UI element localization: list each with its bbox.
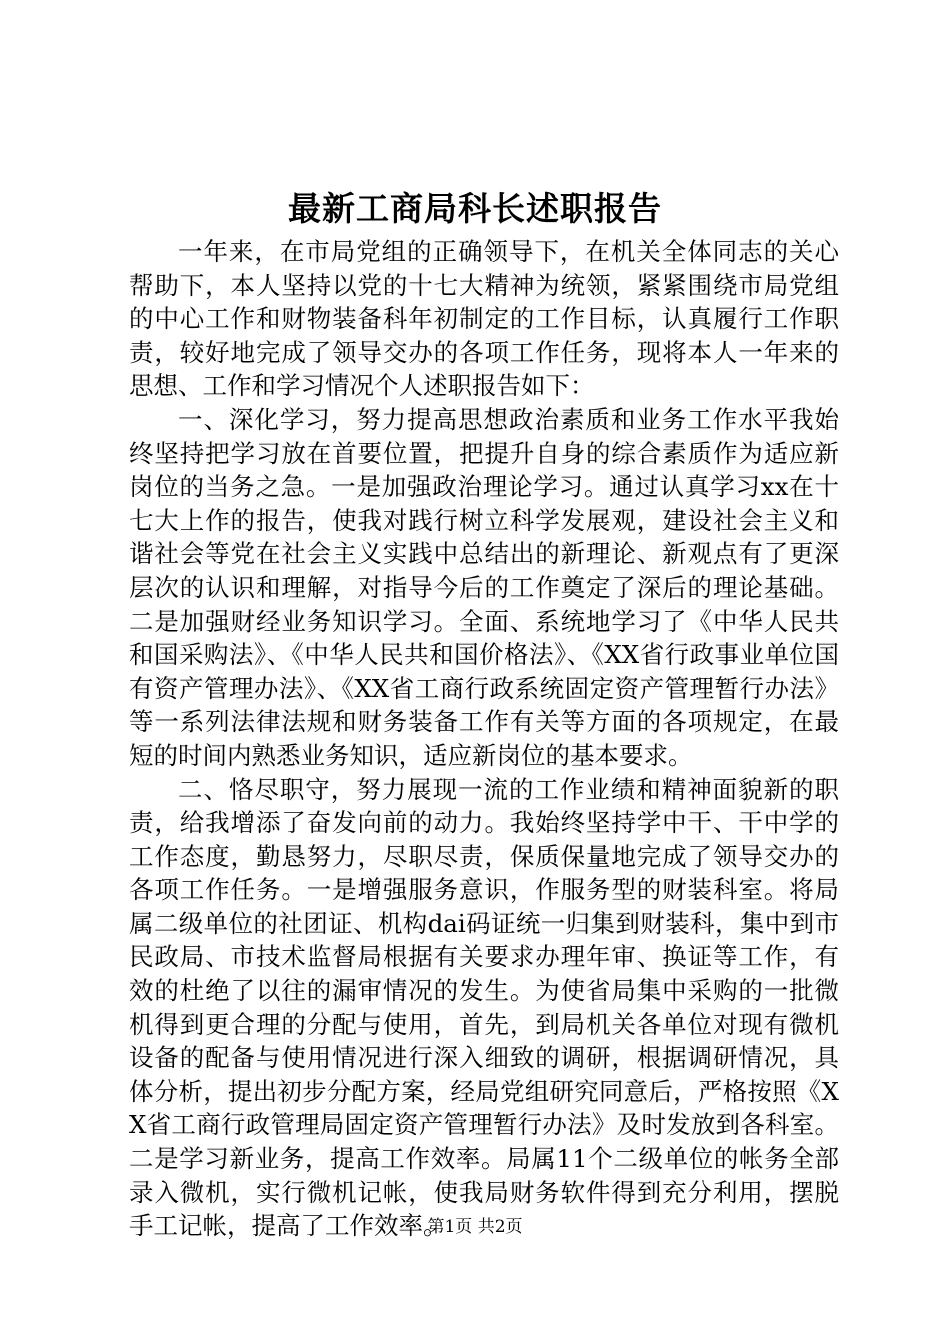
document-title: 最新工商局科长述职报告 (288, 189, 662, 228)
paragraph-intro: 一年来，在市局党组的正确领导下，在机关全体同志的关心帮助下，本人坚持以党的十七大精神为统领，紧紧围绕市局党组的中心工作和财物装备科年初制定的工作目标，认真履行工作职责，较好地完成了领导交办的各项工作任务，现将本人一年来的思想、工作和学习情况个人述职报告如下： (129, 237, 839, 401)
paragraph-section-two: 二、恪尽职守，努力展现一流的工作业绩和精神面貌新的职责，给我增添了奋发向前的动力。我始终坚持学中干、干中学的工作态度，勤恳努力，尽职尽责，保质保量地完成了领导交办的各项工作任务。一是增强服务意识，作服务型的财装科室。将局属二级单位的社团证、机构dai码证统一归集到财装科，集中到市民政局、市技术监督局根据有关要求办理年审、换证等工作，有效的杜绝了以往的漏审情况的发生。为使省局集中采购的一批微机得到更合理的分配与使用，首先，到局机关各单位对现有微机设备的配备与使用情况进行深入细致的调研，根据调研情况，具体分析，提出初步分配方案，经局党组研究同意后，严格按照《XX省工商行政管理局固定资产管理暂行办法》及时发放到各科室。二是学习新业务，提高工作效率。局属11个二级单位的帐务全部录入微机，实行微机记帐，使我局财务软件得到充分利用，摆脱手工记帐，提高了工作效率。 (129, 774, 839, 1241)
document-body (129, 235, 839, 1243)
paragraph-section-one: 一、深化学习，努力提高思想政治素质和业务工作水平我始终坚持把学习放在首要位置，把提升自身的综合素质作为适应新岗位的当务之急。一是加强政治理论学习。通过认真学习xx在十七大上作的报告，使我对践行树立科学发展观，建设社会主义和谐社会等党在社会主义实践中总结出的新理论、新观点有了更深层次的认识和理解，对指导今后的工作奠定了深后的理论基础。二是加强财经业务知识学习。全面、系统地学习了《中华人民共和国采购法》、《中华人民共和国价格法》、《XX省行政事业单位国有资产管理办法》、《XX省工商行政系统固定资产管理暂行办法》等一系列法律法规和财务装备工作有关等方面的各项规定，在最短的时间内熟悉业务知识，适应新岗位的基本要求。 (129, 404, 839, 770)
page-footer: 第1页 共2页 (427, 1217, 523, 1237)
